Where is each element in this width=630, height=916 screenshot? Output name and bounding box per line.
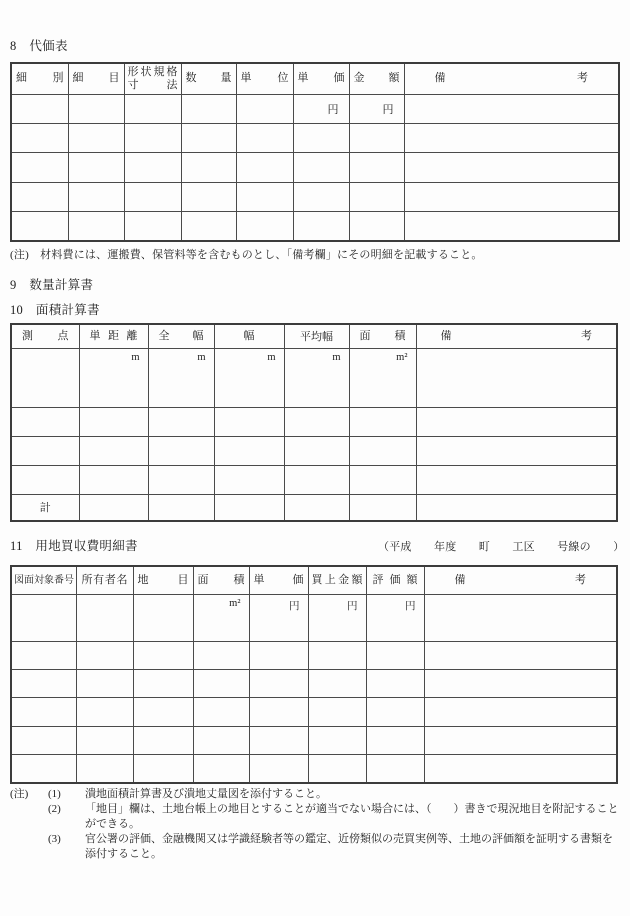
- footnote-label: (注): [10, 788, 29, 800]
- price-table-empty-row: [11, 182, 619, 211]
- empty-cell: [11, 669, 76, 697]
- area-table-empty-row: [11, 436, 617, 465]
- empty-cell: [349, 436, 416, 465]
- col-header-quantity: 数 量: [181, 63, 236, 94]
- square-meter-unit-cell: m²: [193, 594, 249, 641]
- empty-cell: [133, 594, 193, 641]
- meter-unit-cell: m: [284, 348, 349, 407]
- empty-cell: [124, 94, 181, 123]
- empty-cell: [293, 123, 349, 152]
- meter-unit-cell: m: [79, 348, 148, 407]
- footnote-number: (3): [48, 833, 61, 845]
- col-header-unit-price: 単 価: [249, 566, 308, 594]
- empty-cell: [11, 212, 68, 241]
- col-header-width: 幅: [214, 324, 284, 348]
- empty-cell: [11, 182, 68, 211]
- footnotes-block: [10, 787, 622, 862]
- empty-cell: [193, 698, 249, 726]
- empty-cell: [366, 698, 424, 726]
- empty-cell: [349, 494, 416, 521]
- land-table-unit-row: [11, 594, 617, 641]
- empty-cell: [133, 641, 193, 669]
- col-header-shape-spec-dimensions: 形 状 規 格 寸 法: [124, 63, 181, 94]
- col-header-unit: 単 位: [236, 63, 293, 94]
- empty-cell: [11, 436, 79, 465]
- empty-cell: [424, 726, 617, 754]
- land-purchase-table: [10, 565, 618, 784]
- empty-cell: [68, 212, 124, 241]
- empty-cell: [79, 465, 148, 494]
- col-header-station-point: 測 点: [11, 324, 79, 348]
- price-table-empty-row: [11, 153, 619, 182]
- col-header-area: 面 積: [349, 324, 416, 348]
- empty-cell: [124, 153, 181, 182]
- yen-unit-cell: 円: [366, 594, 424, 641]
- col-header-remarks: 備 考: [424, 566, 617, 594]
- section-9-title: 9 数量計算書: [10, 278, 94, 292]
- empty-cell: [124, 123, 181, 152]
- empty-cell: [236, 153, 293, 182]
- footnote-item-3: [48, 832, 622, 862]
- land-table-empty-row: [11, 669, 617, 697]
- empty-cell: [249, 755, 308, 783]
- footnote-item-2: [48, 802, 622, 832]
- empty-cell: [424, 594, 617, 641]
- empty-cell: [293, 153, 349, 182]
- empty-cell: [181, 182, 236, 211]
- empty-cell: [236, 94, 293, 123]
- empty-cell: [424, 755, 617, 783]
- area-table-unit-row: [11, 348, 617, 407]
- empty-cell: [181, 212, 236, 241]
- empty-cell: [11, 407, 79, 436]
- col-header-remarks: 備 考: [404, 63, 619, 94]
- area-table-header-row: [11, 324, 617, 348]
- empty-cell: [193, 755, 249, 783]
- empty-cell: [148, 436, 214, 465]
- empty-cell: [284, 436, 349, 465]
- empty-cell: [249, 641, 308, 669]
- empty-cell: [366, 755, 424, 783]
- empty-cell: [284, 465, 349, 494]
- col-header-drawing-ref-number: 図 面 対 象 番 号: [11, 566, 76, 594]
- yen-unit-cell: 円: [308, 594, 366, 641]
- empty-cell: [124, 212, 181, 241]
- empty-cell: [214, 494, 284, 521]
- empty-cell: [249, 669, 308, 697]
- col-header-appraisal-amount: 評 価 額: [366, 566, 424, 594]
- empty-cell: [308, 669, 366, 697]
- empty-cell: [193, 726, 249, 754]
- area-calculation-table: [10, 323, 618, 522]
- yen-unit-cell: 円: [349, 94, 404, 123]
- col-header-unit-distance: 単 距 離: [79, 324, 148, 348]
- section-11-title: 11 用地買収費明細書: [10, 539, 138, 553]
- footnote-number: (1): [48, 788, 61, 800]
- empty-cell: [424, 641, 617, 669]
- col-header-detail-category: 細 別: [11, 63, 68, 94]
- empty-cell: [293, 212, 349, 241]
- empty-cell: [133, 755, 193, 783]
- land-table-empty-row: [11, 641, 617, 669]
- price-table: [10, 62, 620, 242]
- empty-cell: [181, 153, 236, 182]
- yen-unit-cell: 円: [293, 94, 349, 123]
- empty-cell: [76, 726, 133, 754]
- empty-cell: [416, 494, 617, 521]
- price-table-empty-row: [11, 123, 619, 152]
- section-10-title: 10 面積計算書: [10, 303, 100, 317]
- empty-cell: [181, 123, 236, 152]
- price-table-footnote: (注) 材料費には、運搬費、保管料等を含むものとし、「備考欄」にその明細を記載すること。: [10, 249, 483, 261]
- meter-unit-cell: m: [148, 348, 214, 407]
- empty-cell: [236, 123, 293, 152]
- yen-unit-cell: 円: [249, 594, 308, 641]
- empty-cell: [284, 407, 349, 436]
- empty-cell: [249, 698, 308, 726]
- empty-cell: [148, 494, 214, 521]
- empty-cell: [79, 407, 148, 436]
- empty-cell: [68, 182, 124, 211]
- empty-cell: [308, 755, 366, 783]
- empty-cell: [76, 594, 133, 641]
- empty-cell: [214, 436, 284, 465]
- empty-cell: [11, 123, 68, 152]
- footnote-text: [85, 802, 622, 832]
- footnote-text: [85, 787, 622, 802]
- empty-cell: [214, 465, 284, 494]
- empty-cell: [11, 698, 76, 726]
- col-header-average-width: 平均幅: [284, 324, 349, 348]
- square-meter-unit-cell: m²: [349, 348, 416, 407]
- empty-cell: [124, 182, 181, 211]
- empty-cell: [404, 94, 619, 123]
- empty-cell: [308, 698, 366, 726]
- footnote-line: 添付すること。: [85, 848, 162, 860]
- fiscal-year-line: （平成 年度 町 工区 号線の ）: [378, 541, 625, 553]
- empty-cell: [11, 755, 76, 783]
- empty-cell: [284, 494, 349, 521]
- empty-cell: [11, 348, 79, 407]
- footnote-line: ができる。: [85, 818, 140, 830]
- col-header-purchase-amount: 買 上 金 額: [308, 566, 366, 594]
- empty-cell: [148, 465, 214, 494]
- empty-cell: [11, 465, 79, 494]
- empty-cell: [76, 669, 133, 697]
- area-table-empty-row: [11, 407, 617, 436]
- empty-cell: [404, 212, 619, 241]
- empty-cell: [79, 436, 148, 465]
- price-table-empty-row: [11, 212, 619, 241]
- land-table-empty-row: [11, 698, 617, 726]
- empty-cell: [68, 94, 124, 123]
- empty-cell: [79, 494, 148, 521]
- empty-cell: [424, 698, 617, 726]
- empty-cell: [11, 94, 68, 123]
- empty-cell: [214, 407, 284, 436]
- empty-cell: [366, 669, 424, 697]
- empty-cell: [366, 726, 424, 754]
- empty-cell: [11, 594, 76, 641]
- empty-cell: [416, 348, 617, 407]
- empty-cell: [349, 407, 416, 436]
- col-header-remarks: 備 考: [416, 324, 617, 348]
- empty-cell: [76, 641, 133, 669]
- empty-cell: [293, 182, 349, 211]
- empty-cell: [133, 726, 193, 754]
- empty-cell: [193, 669, 249, 697]
- footnote-number: (2): [48, 803, 61, 815]
- empty-cell: [236, 182, 293, 211]
- empty-cell: [404, 123, 619, 152]
- col-header-land-category: 地 目: [133, 566, 193, 594]
- empty-cell: [133, 669, 193, 697]
- empty-cell: [404, 182, 619, 211]
- empty-cell: [349, 182, 404, 211]
- footnote-line: 「地目」欄は、土地台帳上の地目とすることが適当でない場合には、（ ）書きで現況地目を附記すること: [85, 803, 619, 815]
- empty-cell: [249, 726, 308, 754]
- land-table-empty-row: [11, 755, 617, 783]
- empty-cell: [308, 641, 366, 669]
- empty-cell: [349, 123, 404, 152]
- col-header-unit-price: 単 価: [293, 63, 349, 94]
- total-row-label: 計: [11, 494, 79, 521]
- col-header-detail-item: 細 目: [68, 63, 124, 94]
- col-header-area: 面 積: [193, 566, 249, 594]
- land-table-header-row: [11, 566, 617, 594]
- empty-cell: [349, 212, 404, 241]
- empty-cell: [148, 407, 214, 436]
- empty-cell: [349, 465, 416, 494]
- empty-cell: [404, 153, 619, 182]
- empty-cell: [424, 669, 617, 697]
- empty-cell: [133, 698, 193, 726]
- price-table-header-row: [11, 63, 619, 94]
- footnote-item-1: [48, 787, 622, 802]
- empty-cell: [76, 755, 133, 783]
- area-table-empty-row: [11, 465, 617, 494]
- empty-cell: [11, 153, 68, 182]
- empty-cell: [76, 698, 133, 726]
- empty-cell: [236, 212, 293, 241]
- meter-unit-cell: m: [214, 348, 284, 407]
- footnote-text: [85, 832, 622, 862]
- empty-cell: [349, 153, 404, 182]
- section-8-title: 8 代価表: [10, 39, 68, 53]
- empty-cell: [181, 94, 236, 123]
- land-table-empty-row: [11, 726, 617, 754]
- empty-cell: [416, 465, 617, 494]
- area-table-total-row: [11, 494, 617, 521]
- empty-cell: [193, 641, 249, 669]
- empty-cell: [68, 123, 124, 152]
- empty-cell: [308, 726, 366, 754]
- col-header-owner-name: 所 有 者 名: [76, 566, 133, 594]
- empty-cell: [416, 407, 617, 436]
- col-header-full-width: 全 幅: [148, 324, 214, 348]
- empty-cell: [11, 641, 76, 669]
- footnote-items: [48, 787, 622, 862]
- footnote-line: 潰地面積計算書及び潰地丈量図を添付すること。: [85, 788, 327, 800]
- empty-cell: [68, 153, 124, 182]
- col-header-amount: 金 額: [349, 63, 404, 94]
- price-table-unit-row: [11, 94, 619, 123]
- footnote-line: 官公署の評価、金融機関又は学識経験者等の鑑定、近傍類似の売買実例等、土地の評価額を証明する書類を: [85, 833, 613, 845]
- empty-cell: [11, 726, 76, 754]
- empty-cell: [416, 436, 617, 465]
- empty-cell: [366, 641, 424, 669]
